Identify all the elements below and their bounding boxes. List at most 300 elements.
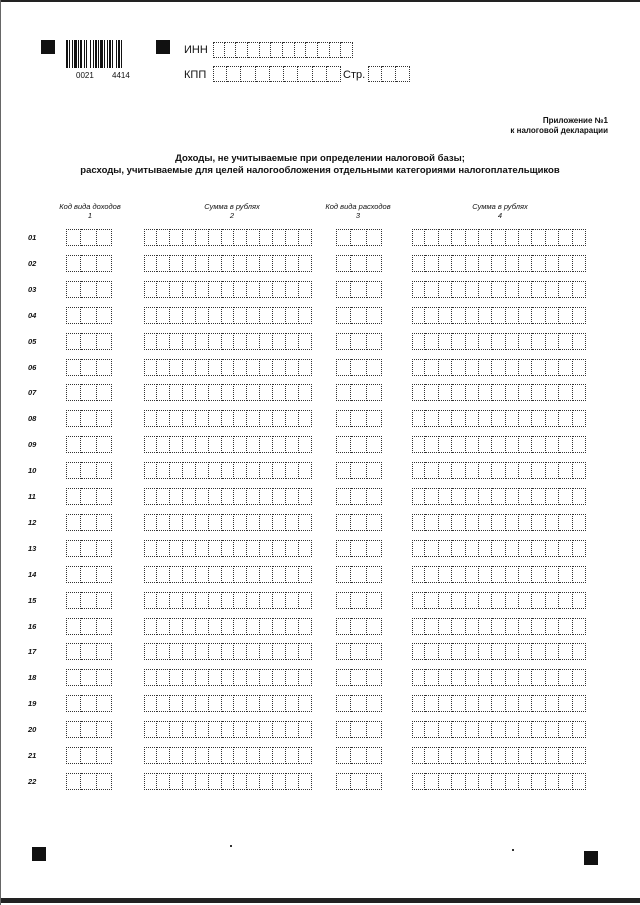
income-code-field[interactable]	[66, 410, 112, 427]
expense-code-field[interactable]	[336, 410, 382, 427]
input-cell[interactable]	[506, 436, 519, 453]
expense-code-field[interactable]	[336, 333, 382, 350]
input-cell[interactable]	[234, 721, 247, 738]
input-cell[interactable]	[396, 66, 410, 82]
input-cell[interactable]	[234, 514, 247, 531]
input-cell[interactable]	[519, 333, 532, 350]
income-sum-field[interactable]	[144, 669, 312, 686]
input-cell[interactable]	[439, 333, 452, 350]
input-cell[interactable]	[81, 436, 96, 453]
input-cell[interactable]	[367, 229, 382, 246]
input-cell[interactable]	[247, 514, 260, 531]
input-cell[interactable]	[466, 384, 479, 401]
input-cell[interactable]	[532, 436, 545, 453]
input-cell[interactable]	[157, 359, 170, 376]
income-sum-field[interactable]	[144, 359, 312, 376]
input-cell[interactable]	[209, 229, 222, 246]
input-cell[interactable]	[170, 488, 183, 505]
input-cell[interactable]	[336, 618, 351, 635]
input-cell[interactable]	[412, 359, 425, 376]
input-cell[interactable]	[273, 566, 286, 583]
input-cell[interactable]	[351, 307, 366, 324]
input-cell[interactable]	[466, 488, 479, 505]
input-cell[interactable]	[492, 669, 505, 686]
input-cell[interactable]	[439, 695, 452, 712]
input-cell[interactable]	[260, 307, 273, 324]
input-cell[interactable]	[273, 514, 286, 531]
input-cell[interactable]	[519, 669, 532, 686]
income-sum-field[interactable]	[144, 384, 312, 401]
input-cell[interactable]	[492, 255, 505, 272]
expense-sum-field[interactable]	[412, 255, 586, 272]
input-cell[interactable]	[412, 669, 425, 686]
input-cell[interactable]	[492, 359, 505, 376]
input-cell[interactable]	[519, 618, 532, 635]
input-cell[interactable]	[170, 773, 183, 790]
input-cell[interactable]	[546, 229, 559, 246]
input-cell[interactable]	[412, 540, 425, 557]
input-cell[interactable]	[260, 488, 273, 505]
input-cell[interactable]	[367, 695, 382, 712]
input-cell[interactable]	[573, 462, 586, 479]
input-cell[interactable]	[351, 695, 366, 712]
input-cell[interactable]	[273, 669, 286, 686]
input-cell[interactable]	[247, 669, 260, 686]
page-number-field[interactable]	[368, 66, 410, 82]
expense-code-field[interactable]	[336, 695, 382, 712]
input-cell[interactable]	[479, 436, 492, 453]
input-cell[interactable]	[412, 410, 425, 427]
input-cell[interactable]	[351, 721, 366, 738]
input-cell[interactable]	[559, 695, 572, 712]
input-cell[interactable]	[559, 462, 572, 479]
input-cell[interactable]	[479, 643, 492, 660]
input-cell[interactable]	[170, 307, 183, 324]
input-cell[interactable]	[351, 592, 366, 609]
input-cell[interactable]	[260, 384, 273, 401]
input-cell[interactable]	[367, 436, 382, 453]
input-cell[interactable]	[157, 643, 170, 660]
input-cell[interactable]	[546, 695, 559, 712]
input-cell[interactable]	[283, 42, 295, 58]
income-sum-field[interactable]	[144, 514, 312, 531]
input-cell[interactable]	[299, 359, 312, 376]
input-cell[interactable]	[234, 359, 247, 376]
input-cell[interactable]	[425, 229, 438, 246]
expense-code-field[interactable]	[336, 592, 382, 609]
input-cell[interactable]	[81, 462, 96, 479]
input-cell[interactable]	[492, 514, 505, 531]
input-cell[interactable]	[367, 488, 382, 505]
expense-code-field[interactable]	[336, 566, 382, 583]
input-cell[interactable]	[425, 566, 438, 583]
input-cell[interactable]	[222, 488, 235, 505]
input-cell[interactable]	[479, 721, 492, 738]
input-cell[interactable]	[466, 255, 479, 272]
input-cell[interactable]	[479, 695, 492, 712]
input-cell[interactable]	[286, 566, 299, 583]
input-cell[interactable]	[519, 307, 532, 324]
input-cell[interactable]	[144, 592, 157, 609]
input-cell[interactable]	[234, 747, 247, 764]
input-cell[interactable]	[466, 618, 479, 635]
input-cell[interactable]	[546, 773, 559, 790]
input-cell[interactable]	[286, 540, 299, 557]
input-cell[interactable]	[196, 229, 209, 246]
input-cell[interactable]	[573, 540, 586, 557]
input-cell[interactable]	[97, 436, 112, 453]
input-cell[interactable]	[209, 514, 222, 531]
input-cell[interactable]	[299, 333, 312, 350]
input-cell[interactable]	[157, 721, 170, 738]
expense-code-field[interactable]	[336, 229, 382, 246]
input-cell[interactable]	[466, 307, 479, 324]
input-cell[interactable]	[506, 333, 519, 350]
input-cell[interactable]	[234, 695, 247, 712]
input-cell[interactable]	[425, 618, 438, 635]
input-cell[interactable]	[546, 410, 559, 427]
input-cell[interactable]	[66, 229, 81, 246]
input-cell[interactable]	[546, 514, 559, 531]
input-cell[interactable]	[506, 307, 519, 324]
input-cell[interactable]	[532, 255, 545, 272]
input-cell[interactable]	[273, 488, 286, 505]
input-cell[interactable]	[97, 695, 112, 712]
income-sum-field[interactable]	[144, 307, 312, 324]
input-cell[interactable]	[452, 721, 465, 738]
income-code-field[interactable]	[66, 695, 112, 712]
expense-sum-field[interactable]	[412, 566, 586, 583]
input-cell[interactable]	[425, 721, 438, 738]
input-cell[interactable]	[452, 592, 465, 609]
input-cell[interactable]	[209, 669, 222, 686]
input-cell[interactable]	[492, 436, 505, 453]
income-code-field[interactable]	[66, 436, 112, 453]
input-cell[interactable]	[273, 540, 286, 557]
income-code-field[interactable]	[66, 747, 112, 764]
input-cell[interactable]	[286, 333, 299, 350]
input-cell[interactable]	[247, 643, 260, 660]
input-cell[interactable]	[273, 747, 286, 764]
input-cell[interactable]	[439, 514, 452, 531]
input-cell[interactable]	[222, 436, 235, 453]
input-cell[interactable]	[286, 747, 299, 764]
input-cell[interactable]	[546, 436, 559, 453]
input-cell[interactable]	[412, 462, 425, 479]
input-cell[interactable]	[286, 436, 299, 453]
expense-code-field[interactable]	[336, 540, 382, 557]
input-cell[interactable]	[452, 618, 465, 635]
input-cell[interactable]	[573, 747, 586, 764]
input-cell[interactable]	[439, 721, 452, 738]
input-cell[interactable]	[412, 333, 425, 350]
expense-code-field[interactable]	[336, 669, 382, 686]
input-cell[interactable]	[367, 566, 382, 583]
input-cell[interactable]	[170, 721, 183, 738]
input-cell[interactable]	[439, 773, 452, 790]
input-cell[interactable]	[286, 488, 299, 505]
input-cell[interactable]	[209, 721, 222, 738]
input-cell[interactable]	[183, 721, 196, 738]
input-cell[interactable]	[506, 359, 519, 376]
input-cell[interactable]	[479, 618, 492, 635]
input-cell[interactable]	[170, 384, 183, 401]
income-code-field[interactable]	[66, 384, 112, 401]
input-cell[interactable]	[81, 747, 96, 764]
input-cell[interactable]	[66, 410, 81, 427]
income-sum-field[interactable]	[144, 462, 312, 479]
input-cell[interactable]	[222, 747, 235, 764]
input-cell[interactable]	[247, 566, 260, 583]
input-cell[interactable]	[452, 773, 465, 790]
input-cell[interactable]	[286, 229, 299, 246]
input-cell[interactable]	[209, 333, 222, 350]
input-cell[interactable]	[234, 333, 247, 350]
input-cell[interactable]	[532, 669, 545, 686]
input-cell[interactable]	[425, 514, 438, 531]
input-cell[interactable]	[466, 669, 479, 686]
input-cell[interactable]	[466, 540, 479, 557]
input-cell[interactable]	[519, 255, 532, 272]
input-cell[interactable]	[532, 384, 545, 401]
input-cell[interactable]	[412, 255, 425, 272]
input-cell[interactable]	[573, 333, 586, 350]
input-cell[interactable]	[559, 229, 572, 246]
input-cell[interactable]	[439, 747, 452, 764]
input-cell[interactable]	[260, 462, 273, 479]
input-cell[interactable]	[336, 747, 351, 764]
expense-sum-field[interactable]	[412, 307, 586, 324]
input-cell[interactable]	[367, 359, 382, 376]
input-cell[interactable]	[66, 566, 81, 583]
input-cell[interactable]	[492, 540, 505, 557]
input-cell[interactable]	[66, 618, 81, 635]
input-cell[interactable]	[144, 618, 157, 635]
input-cell[interactable]	[183, 307, 196, 324]
input-cell[interactable]	[66, 359, 81, 376]
input-cell[interactable]	[66, 747, 81, 764]
input-cell[interactable]	[412, 307, 425, 324]
input-cell[interactable]	[546, 566, 559, 583]
input-cell[interactable]	[452, 669, 465, 686]
input-cell[interactable]	[66, 592, 81, 609]
input-cell[interactable]	[506, 592, 519, 609]
input-cell[interactable]	[425, 384, 438, 401]
input-cell[interactable]	[466, 566, 479, 583]
input-cell[interactable]	[546, 540, 559, 557]
input-cell[interactable]	[452, 333, 465, 350]
input-cell[interactable]	[196, 566, 209, 583]
input-cell[interactable]	[66, 540, 81, 557]
input-cell[interactable]	[170, 229, 183, 246]
input-cell[interactable]	[97, 618, 112, 635]
input-cell[interactable]	[234, 669, 247, 686]
input-cell[interactable]	[466, 695, 479, 712]
input-cell[interactable]	[412, 514, 425, 531]
input-cell[interactable]	[81, 255, 96, 272]
input-cell[interactable]	[247, 333, 260, 350]
input-cell[interactable]	[97, 255, 112, 272]
input-cell[interactable]	[157, 384, 170, 401]
input-cell[interactable]	[425, 307, 438, 324]
input-cell[interactable]	[546, 592, 559, 609]
input-cell[interactable]	[273, 359, 286, 376]
input-cell[interactable]	[492, 643, 505, 660]
input-cell[interactable]	[532, 281, 545, 298]
input-cell[interactable]	[260, 333, 273, 350]
input-cell[interactable]	[519, 540, 532, 557]
input-cell[interactable]	[299, 229, 312, 246]
input-cell[interactable]	[412, 566, 425, 583]
input-cell[interactable]	[492, 488, 505, 505]
input-cell[interactable]	[425, 773, 438, 790]
input-cell[interactable]	[506, 721, 519, 738]
input-cell[interactable]	[532, 643, 545, 660]
input-cell[interactable]	[234, 229, 247, 246]
input-cell[interactable]	[260, 695, 273, 712]
input-cell[interactable]	[492, 384, 505, 401]
input-cell[interactable]	[466, 436, 479, 453]
input-cell[interactable]	[519, 721, 532, 738]
input-cell[interactable]	[546, 747, 559, 764]
input-cell[interactable]	[144, 229, 157, 246]
input-cell[interactable]	[336, 773, 351, 790]
input-cell[interactable]	[81, 695, 96, 712]
input-cell[interactable]	[234, 255, 247, 272]
input-cell[interactable]	[351, 669, 366, 686]
input-cell[interactable]	[183, 618, 196, 635]
input-cell[interactable]	[183, 384, 196, 401]
input-cell[interactable]	[170, 592, 183, 609]
input-cell[interactable]	[97, 333, 112, 350]
inn-field[interactable]	[213, 42, 353, 58]
input-cell[interactable]	[66, 462, 81, 479]
expense-code-field[interactable]	[336, 359, 382, 376]
income-code-field[interactable]	[66, 643, 112, 660]
input-cell[interactable]	[351, 436, 366, 453]
input-cell[interactable]	[506, 281, 519, 298]
input-cell[interactable]	[452, 229, 465, 246]
input-cell[interactable]	[247, 721, 260, 738]
input-cell[interactable]	[209, 566, 222, 583]
expense-code-field[interactable]	[336, 255, 382, 272]
input-cell[interactable]	[144, 255, 157, 272]
input-cell[interactable]	[144, 281, 157, 298]
input-cell[interactable]	[532, 618, 545, 635]
input-cell[interactable]	[196, 540, 209, 557]
input-cell[interactable]	[299, 436, 312, 453]
input-cell[interactable]	[519, 592, 532, 609]
input-cell[interactable]	[286, 643, 299, 660]
input-cell[interactable]	[222, 255, 235, 272]
input-cell[interactable]	[236, 42, 248, 58]
expense-sum-field[interactable]	[412, 643, 586, 660]
input-cell[interactable]	[439, 255, 452, 272]
input-cell[interactable]	[209, 307, 222, 324]
input-cell[interactable]	[492, 566, 505, 583]
input-cell[interactable]	[546, 643, 559, 660]
input-cell[interactable]	[170, 618, 183, 635]
input-cell[interactable]	[183, 229, 196, 246]
input-cell[interactable]	[559, 384, 572, 401]
income-sum-field[interactable]	[144, 488, 312, 505]
input-cell[interactable]	[466, 643, 479, 660]
input-cell[interactable]	[209, 695, 222, 712]
input-cell[interactable]	[222, 333, 235, 350]
input-cell[interactable]	[209, 747, 222, 764]
input-cell[interactable]	[157, 410, 170, 427]
input-cell[interactable]	[559, 669, 572, 686]
input-cell[interactable]	[157, 669, 170, 686]
input-cell[interactable]	[260, 643, 273, 660]
input-cell[interactable]	[452, 643, 465, 660]
input-cell[interactable]	[452, 747, 465, 764]
input-cell[interactable]	[97, 462, 112, 479]
input-cell[interactable]	[351, 514, 366, 531]
input-cell[interactable]	[466, 773, 479, 790]
input-cell[interactable]	[183, 436, 196, 453]
input-cell[interactable]	[299, 747, 312, 764]
input-cell[interactable]	[351, 618, 366, 635]
input-cell[interactable]	[66, 514, 81, 531]
input-cell[interactable]	[573, 436, 586, 453]
input-cell[interactable]	[81, 566, 96, 583]
input-cell[interactable]	[412, 695, 425, 712]
input-cell[interactable]	[196, 307, 209, 324]
input-cell[interactable]	[284, 66, 298, 82]
input-cell[interactable]	[196, 747, 209, 764]
input-cell[interactable]	[273, 721, 286, 738]
input-cell[interactable]	[506, 747, 519, 764]
input-cell[interactable]	[452, 695, 465, 712]
expense-sum-field[interactable]	[412, 721, 586, 738]
input-cell[interactable]	[170, 566, 183, 583]
input-cell[interactable]	[573, 359, 586, 376]
income-code-field[interactable]	[66, 514, 112, 531]
input-cell[interactable]	[492, 229, 505, 246]
input-cell[interactable]	[559, 747, 572, 764]
input-cell[interactable]	[466, 410, 479, 427]
input-cell[interactable]	[351, 384, 366, 401]
input-cell[interactable]	[247, 384, 260, 401]
input-cell[interactable]	[97, 229, 112, 246]
input-cell[interactable]	[222, 618, 235, 635]
input-cell[interactable]	[425, 333, 438, 350]
input-cell[interactable]	[260, 618, 273, 635]
input-cell[interactable]	[452, 514, 465, 531]
input-cell[interactable]	[519, 462, 532, 479]
input-cell[interactable]	[144, 436, 157, 453]
input-cell[interactable]	[234, 618, 247, 635]
income-code-field[interactable]	[66, 566, 112, 583]
input-cell[interactable]	[466, 359, 479, 376]
input-cell[interactable]	[336, 643, 351, 660]
input-cell[interactable]	[479, 773, 492, 790]
input-cell[interactable]	[559, 618, 572, 635]
input-cell[interactable]	[532, 488, 545, 505]
input-cell[interactable]	[546, 488, 559, 505]
input-cell[interactable]	[247, 773, 260, 790]
input-cell[interactable]	[330, 42, 342, 58]
input-cell[interactable]	[479, 255, 492, 272]
input-cell[interactable]	[506, 773, 519, 790]
input-cell[interactable]	[209, 773, 222, 790]
input-cell[interactable]	[196, 255, 209, 272]
input-cell[interactable]	[286, 307, 299, 324]
input-cell[interactable]	[336, 333, 351, 350]
expense-sum-field[interactable]	[412, 488, 586, 505]
input-cell[interactable]	[559, 333, 572, 350]
